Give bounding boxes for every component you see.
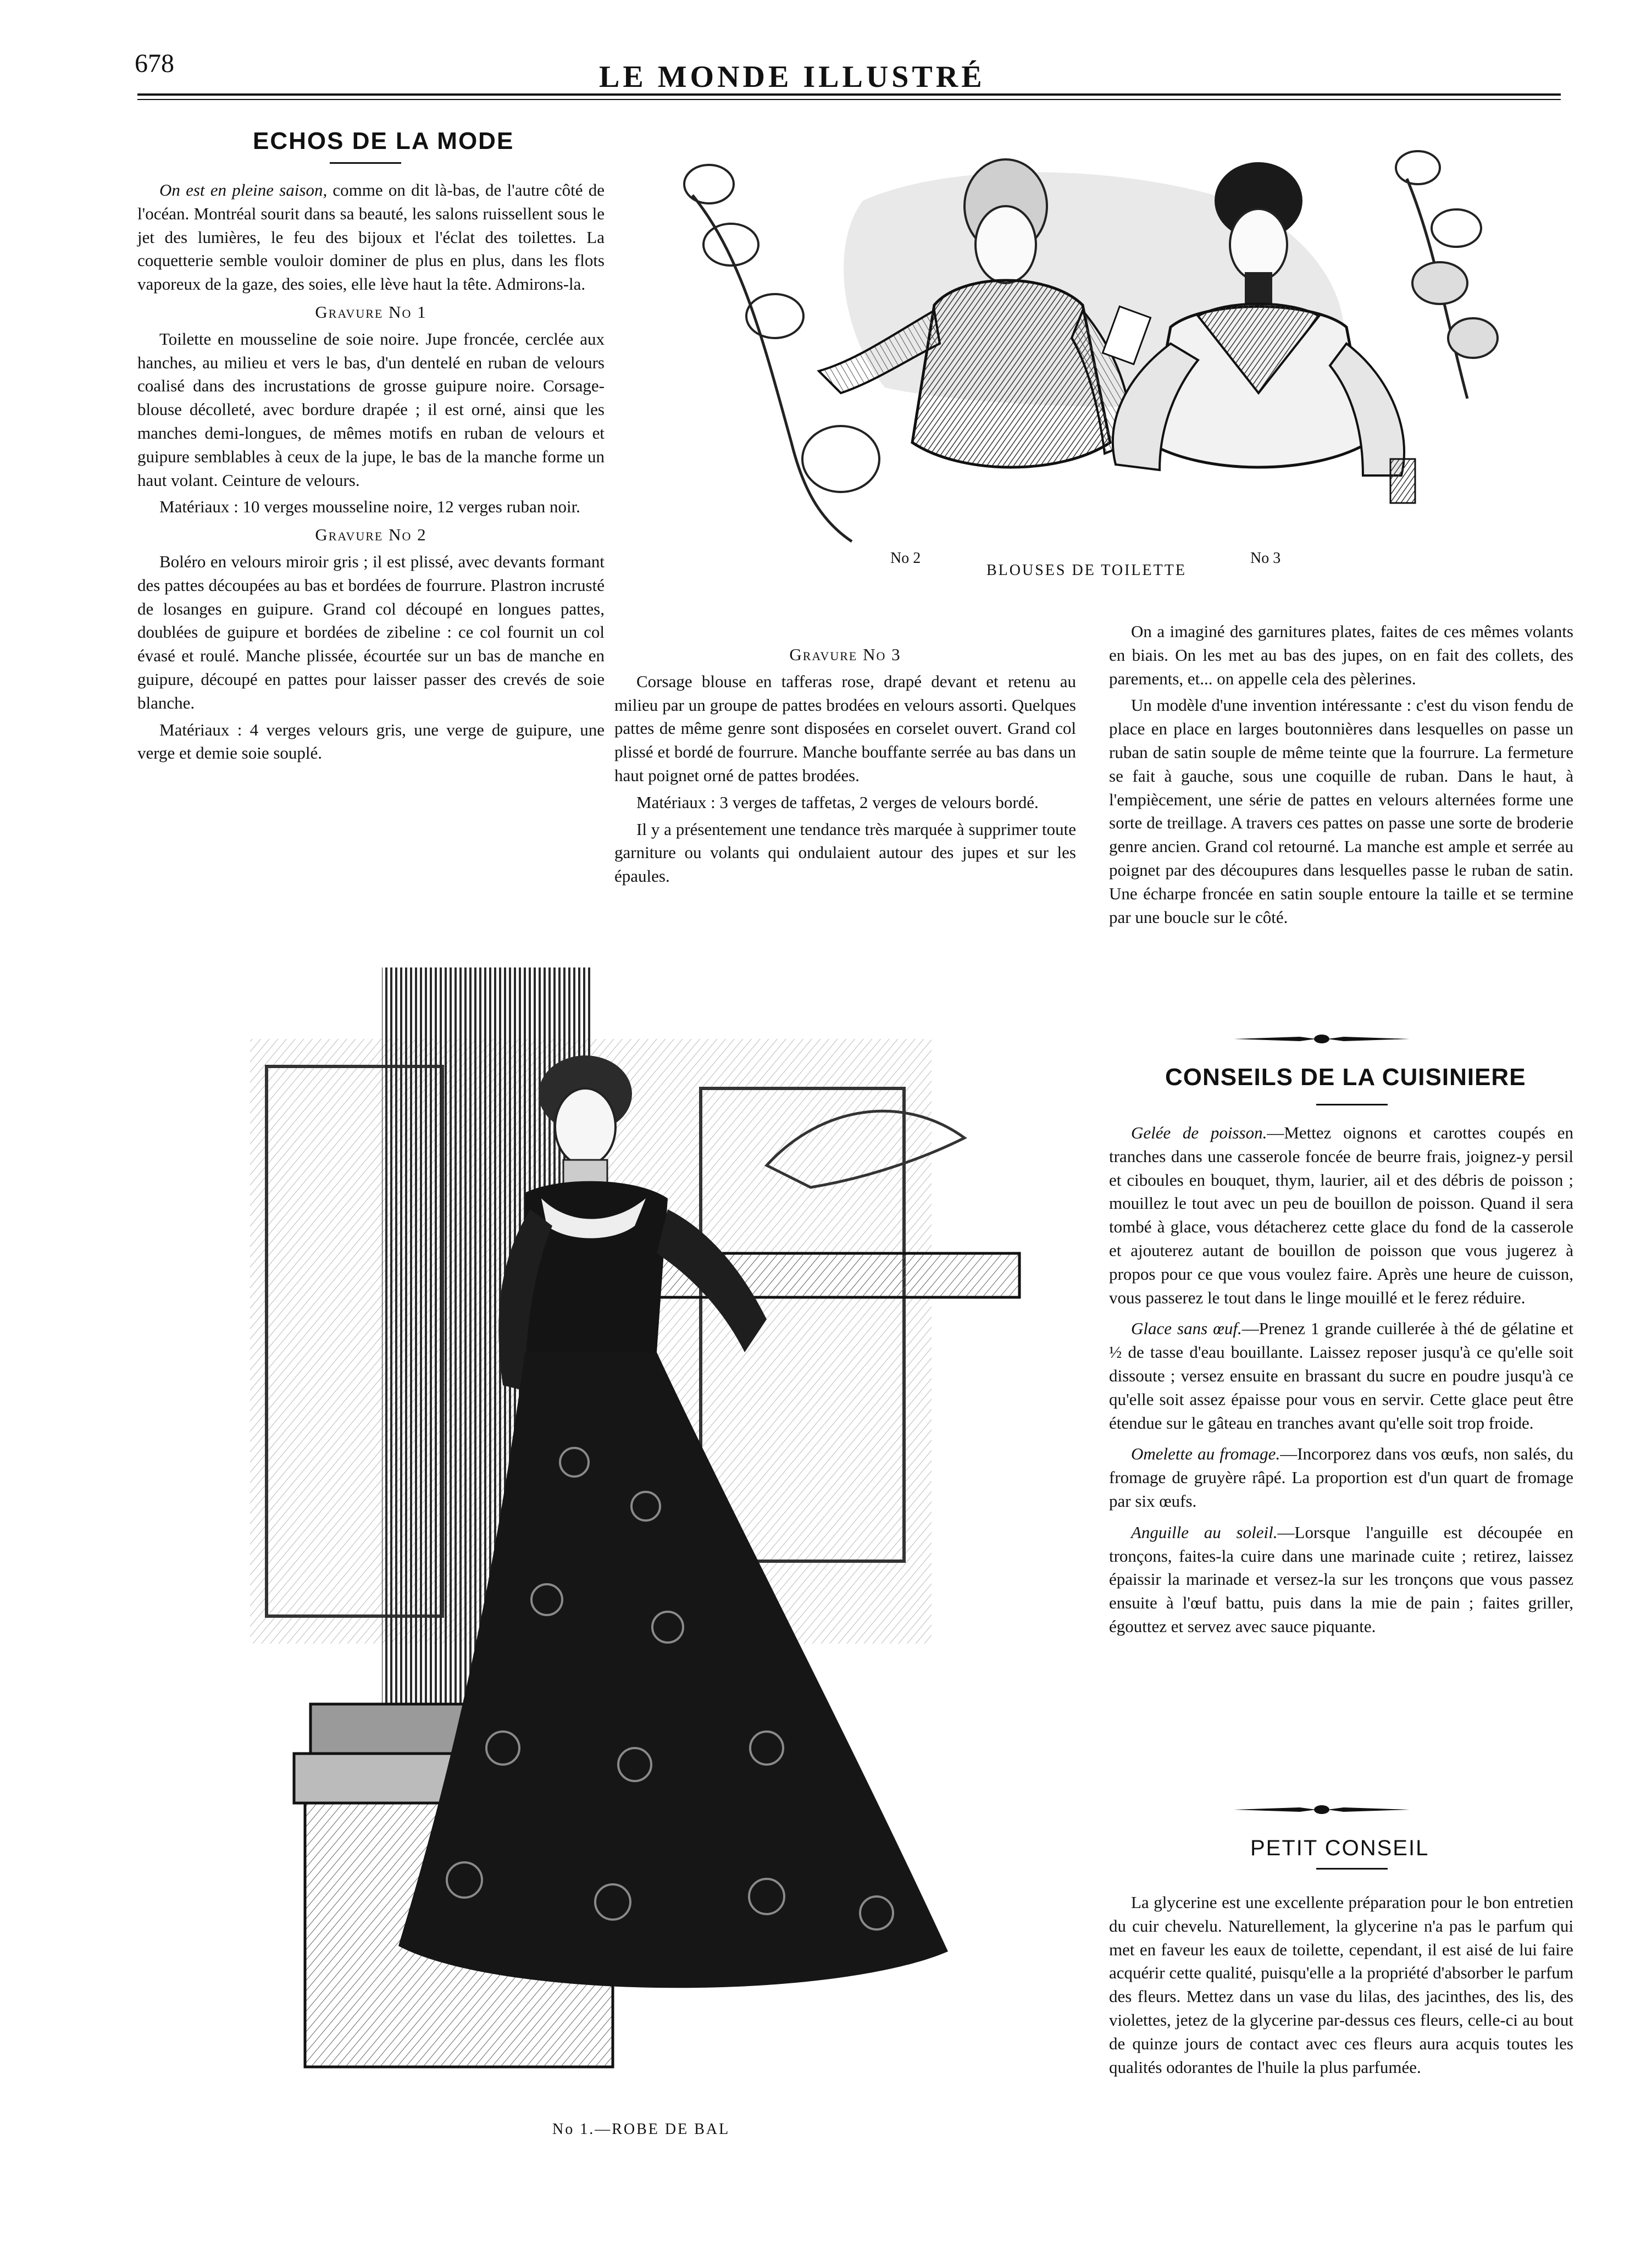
- section-title-advice: PETIT CONSEIL: [1250, 1836, 1429, 1860]
- recipe-text: —Mettez oignons et carottes coupés en tranches dans une casserole foncée de beurre frais, joignez-y persil et ciboules en bouquet, thym, laurier, ail et des débris de poisson ; mouillez le tout avec un peu de bouillon de poisson. Quand il sera tombé à glace, vous détacherez cette glace du fond de la casserole et ajouterez autant de bouillon de poisson que vous jugerez à propos pour ce que vous voulez faire. Après une heure de cuisson, vous passerez le tout dans le linge mouillé et le ferez réduire.: [1109, 1123, 1574, 1307]
- column-right-cuisine: [1109, 1121, 1573, 1639]
- ornament-divider: [1234, 1804, 1410, 1815]
- column-left: [137, 179, 605, 765]
- column-middle: [614, 643, 1076, 888]
- section-title-cuisine: CONSEILS DE LA CUISINIERE: [1165, 1064, 1526, 1091]
- gravure-2-heading: Gravure No 2: [315, 525, 427, 545]
- recipe-name: Gelée de poisson.: [1131, 1123, 1267, 1142]
- section-title-underline: [1316, 1104, 1388, 1105]
- gravure-2-text: Boléro en velours miroir gris ; il est plissé, avec devants formant des pattes découpées au bas et bordées de fourrure. Plastron incrusté de losanges en guipure. Grand col découpé en longues pattes, doublées de guipure et bordées de zibeline : ce col fournit un col évasé et roulé. Manche plissée, écourtée sur un bas de manche en guipure, découpé en pattes pour laisser passer des crevés de soie blanche.: [137, 551, 605, 712]
- advice-text: La glycerine est une excellente préparation pour le bon entretien du cuir chevelu. Naturellement, la glycerine n'a pas le parfum qui met en faveur les eaux de toilette, cependant, il est aisé de lui faire acquérir cette qualité, puisqu'elle a la propriété d'absorber le parfum des fleurs. Mettez dans un vase du lilas, des jacinthes, des lis, des violettes, jetez de la glycerine par-dessus ces fleurs, celle-ci au bout de quinze jours de contact avec ces fleurs aura acquis toutes les qualités odorantes de l'huile la plus parfumée.: [1109, 1893, 1573, 2077]
- blouses-illustration: [676, 135, 1500, 552]
- fashion-col3-paragraph-2: Un modèle d'une invention intéressante : c'est du vison fendu de place en place en larges boutonnières dans lesquelles on passe un ruban de satin souple de même teinte que la fourrure. La fermeture se fait à gauche, sous une coquille de ruban. Dans le haut, à l'empiècement, une série de pattes en velours alternées forme une sorte de treillage. A travers ces pattes on passe une sorte de broderie genre ancien. Grand col retourné. La manche est ample et serrée au poignet par des découpures dans lesquelles passe le ruban de satin. Une écharpe froncée en satin souple entoure la taille et se termine par une boucle sur le côté.: [1109, 695, 1573, 927]
- running-title: LE MONDE ILLUSTRÉ: [599, 60, 985, 94]
- recipe-anguille: [1109, 1521, 1573, 1639]
- intro-text: comme on dit là-bas, de l'autre côté de l'océan. Montréal sourit dans sa beauté, les salons ruissellent sous le jet des lumières, le feu des bijoux et l'éclat des toilettes. La coquetterie semble vouloir dominer de plus en plus, dans les flots vaporeux de la gaze, des soies, elle lève haut la tête. Admirons-la.: [137, 180, 605, 294]
- column-right-advice: [1109, 1891, 1573, 2079]
- section-title-underline: [1316, 1868, 1388, 1870]
- recipe-text: —Incorporez dans vos œufs, non salés, du fromage de gruyère râpé. La proportion est d'un quart de fromage par six œufs.: [1109, 1444, 1573, 1511]
- recipe-name: Glace sans œuf.: [1131, 1319, 1242, 1339]
- blouses-engraving: [676, 135, 1500, 552]
- figure-3-label: No 3: [1250, 550, 1281, 567]
- fashion-intro: [137, 179, 605, 296]
- ball-gown-illustration: [217, 967, 1080, 2105]
- gravure-1-text: Toilette en mousseline de soie noire. Jupe froncée, cerclée aux hanches, au milieu et vers le bas, d'un dentelé en ruban de velours coalisé dans des incrustations de grosse guipure noire. Corsage-blouse décolleté, avec bordure drapée ; il est orné, ainsi que les manches demi-longues, de mêmes motifs en ruban de velours et guipure semblables à ceux de la jupe, le bas de la manche forme un haut volant. Ceinture de velours.: [137, 329, 605, 490]
- recipe-omelette: [1109, 1442, 1573, 1513]
- gravure-3-materials: Matériaux : 3 verges de taffetas, 2 verges de velours bordé.: [636, 792, 1039, 812]
- recipe-name: Anguille au soleil.: [1131, 1522, 1278, 1542]
- recipe-text: —Prenez 1 grande cuillerée à thé de gélatine et ½ de tasse d'eau bouillante. Laissez reposer jusqu'à ce qu'elle soit dissoute ; versez ensuite en brassant du sucre en poudre jusqu'à ce qu'elle soit assez épaisse pour vous en servir. Cette glace peut être étendue sur le gâteau en tranches avant qu'elle soit trop froide.: [1109, 1319, 1574, 1433]
- ball-gown-engraving: [217, 967, 1080, 2105]
- section-title-underline: [330, 162, 401, 164]
- gravure-2-materials: Matériaux : 4 verges velours gris, une verge de guipure, une verge et demie soie souplé.: [137, 720, 605, 763]
- trend-text: Il y a présentement une tendance très marquée à supprimer toute garniture ou volants qui ondulaient autour des jupes et sur les épaules.: [614, 819, 1076, 886]
- header-rule-thin: [137, 99, 1561, 100]
- recipe-glace: [1109, 1317, 1573, 1435]
- column-right: [1109, 620, 1573, 929]
- recipe-gelee: [1109, 1121, 1573, 1309]
- gravure-3-heading: Gravure No 3: [789, 645, 901, 664]
- fashion-col3-paragraph-1: On a imaginé des garnitures plates, faites de ces mêmes volants en biais. On les met au bas des jupes, on en fait des collets, des parements, et... on appelle cela des pèlerines.: [1109, 622, 1573, 688]
- gravure-3-text: Corsage blouse en tafferas rose, drapé devant et retenu au milieu par un groupe de pattes brodées en velours assorti. Quelques pattes de même genre sont disposées en corselet ouvert. Grand col plissé et bordé de fourrure. Manche bouffante serrée au bas dans un haut poignet orné de pattes brodées.: [614, 671, 1076, 785]
- gravure-1-heading: Gravure No 1: [315, 302, 427, 322]
- intro-italic: On est en pleine saison,: [159, 180, 328, 200]
- recipe-name: Omelette au fromage.: [1131, 1444, 1280, 1464]
- ornament-divider: [1234, 1033, 1410, 1044]
- ball-gown-caption: No 1.—ROBE DE BAL: [552, 2121, 730, 2138]
- page-number: 678: [135, 49, 174, 78]
- figure-2-label: No 2: [890, 550, 921, 567]
- section-title-fashion: ECHOS DE LA MODE: [253, 128, 514, 154]
- blouses-caption: BLOUSES DE TOILETTE: [986, 562, 1187, 579]
- gravure-1-materials: Matériaux : 10 verges mousseline noire, 12 verges ruban noir.: [159, 497, 580, 517]
- header-rule: [137, 93, 1561, 96]
- recipe-text: —Lorsque l'anguille est découpée en tronçons, faites-la cuire dans une marinade cuite ; retirez, laissez épaissir la marinade et versez-la sur les tronçons que vous passez ensuite à l'œuf battu, puis dans la mie de pain ; faites griller, égouttez et servez avec sauce piquante.: [1109, 1522, 1574, 1636]
